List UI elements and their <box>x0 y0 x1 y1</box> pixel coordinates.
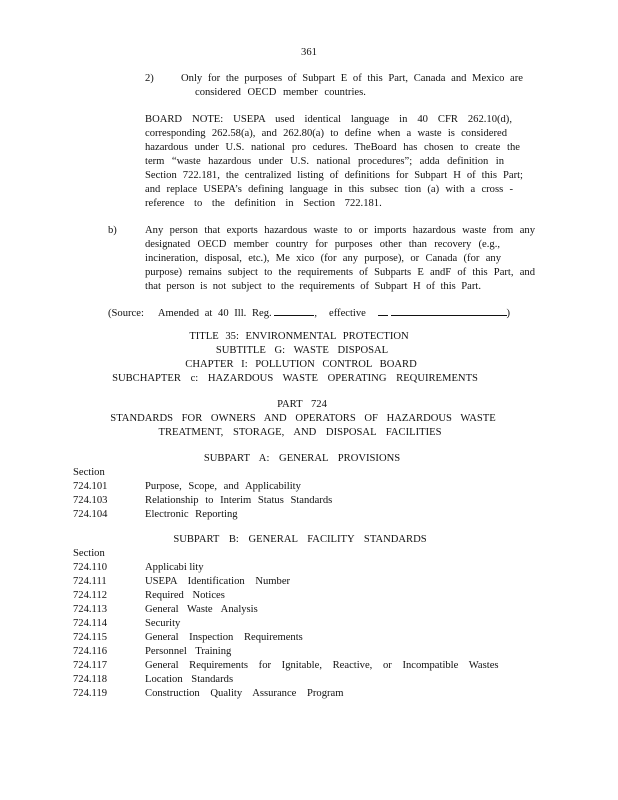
date-blank-short <box>378 305 388 316</box>
part-title-line: TREATMENT, STORAGE, AND DISPOSAL FACILITIES <box>158 427 442 438</box>
part-title-line: STANDARDS FOR OWNERS AND OPERATORS OF HAZARDOUS WASTE <box>110 413 496 424</box>
board-note-line: BOARD NOTE: USEPA used identical language in 40 CFR 262.10(d), <box>145 114 512 125</box>
item-b-line: designated OECD member country for purposes other than recovery (e.g., <box>145 239 500 250</box>
section-title: Purpose, Scope, and Applicability <box>145 481 301 492</box>
section-number: 724.119 <box>73 688 108 699</box>
source-amended: Amended at 40 Ill. Reg. <box>157 308 272 319</box>
section-number: 724.115 <box>73 632 108 643</box>
section-title: Personnel Training <box>145 646 232 657</box>
section-title: General Inspection Requirements <box>145 632 303 643</box>
section-number: 724.101 <box>73 481 108 492</box>
source-prefix: (Source: <box>108 308 144 319</box>
item-2-line: considered OECD member countries. <box>195 87 366 98</box>
subpart-b-title: SUBPART B: GENERAL FACILITY STANDARDS <box>173 534 427 545</box>
section-number: 724.104 <box>73 509 108 520</box>
section-number: 724.118 <box>73 674 108 685</box>
heading-title: TITLE 35: ENVIRONMENTAL PROTECTION <box>189 331 409 342</box>
board-note-line: Section 722.181, the centralized listing of definitions for Subpart H of this Part; <box>145 170 523 181</box>
source-comma: , <box>314 308 317 319</box>
register-blank <box>274 305 314 316</box>
source-note <box>108 305 510 321</box>
section-title: Required Notices <box>145 590 225 601</box>
section-title: General Requirements for Ignitable, Reactive, or Incompatible Wastes <box>145 660 499 671</box>
section-number: 724.114 <box>73 618 108 629</box>
section-title: Location Standards <box>145 674 234 685</box>
section-title: Construction Quality Assurance Program <box>145 688 344 699</box>
item-b-line: Any person that exports hazardous waste to or imports hazardous waste from any <box>145 225 535 236</box>
item-b-line: purpose) remains subject to the requirements of Subparts E andF of this Part, and <box>145 267 535 278</box>
heading-subtitle: SUBTITLE G: WASTE DISPOSAL <box>215 345 389 356</box>
section-title: Electronic Reporting <box>145 509 238 520</box>
section-number: 724.111 <box>73 576 107 587</box>
item-2-line: Only for the purposes of Subpart E of this Part, Canada and Mexico are <box>181 73 523 84</box>
page-number: 361 <box>301 47 317 58</box>
subpart-a-title: SUBPART A: GENERAL PROVISIONS <box>203 453 401 464</box>
section-label: Section <box>73 467 105 478</box>
board-note-line: and replace USEPA’s defining language in this subsec tion (a) with a cross - <box>145 184 513 195</box>
section-number: 724.103 <box>73 495 108 506</box>
date-blank <box>391 305 507 316</box>
section-title: General Waste Analysis <box>145 604 258 615</box>
item-b-line: incineration, disposal, etc.), Me xico (for any purpose), or Canada (for any <box>145 253 501 264</box>
part-number: PART 724 <box>277 399 327 410</box>
board-note-line: reference to the definition in Section 722.181. <box>145 198 382 209</box>
section-number: 724.116 <box>73 646 108 657</box>
board-note-line: corresponding 262.58(a), and 262.80(a) to define when a waste is considered <box>145 128 507 139</box>
item-2-marker: 2) <box>145 73 154 84</box>
section-label: Section <box>73 548 105 559</box>
section-title: Relationship to Interim Status Standards <box>145 495 333 506</box>
source-effective: effective <box>329 308 366 319</box>
item-b-line: that person is not subject to the requirements of Subpart H of this Part. <box>145 281 481 292</box>
section-number: 724.113 <box>73 604 108 615</box>
section-title: Security <box>145 618 181 629</box>
heading-chapter: CHAPTER I: POLLUTION CONTROL BOARD <box>185 359 417 370</box>
item-b-marker: b) <box>108 225 117 236</box>
section-number: 724.117 <box>73 660 108 671</box>
source-close: ) <box>506 308 511 319</box>
section-number: 724.112 <box>73 590 108 601</box>
board-note-line: hazardous under U.S. national pro cedures. TheBoard has chosen to create the <box>145 142 520 153</box>
section-title: USEPA Identification Number <box>145 576 291 587</box>
board-note-line: term “waste hazardous under U.S. national procedures”; adda definition in <box>145 156 504 167</box>
heading-subchapter: SUBCHAPTER c: HAZARDOUS WASTE OPERATING REQUIREMENTS <box>112 373 478 384</box>
section-number: 724.110 <box>73 562 108 573</box>
section-title: Applicabi lity <box>145 562 204 573</box>
